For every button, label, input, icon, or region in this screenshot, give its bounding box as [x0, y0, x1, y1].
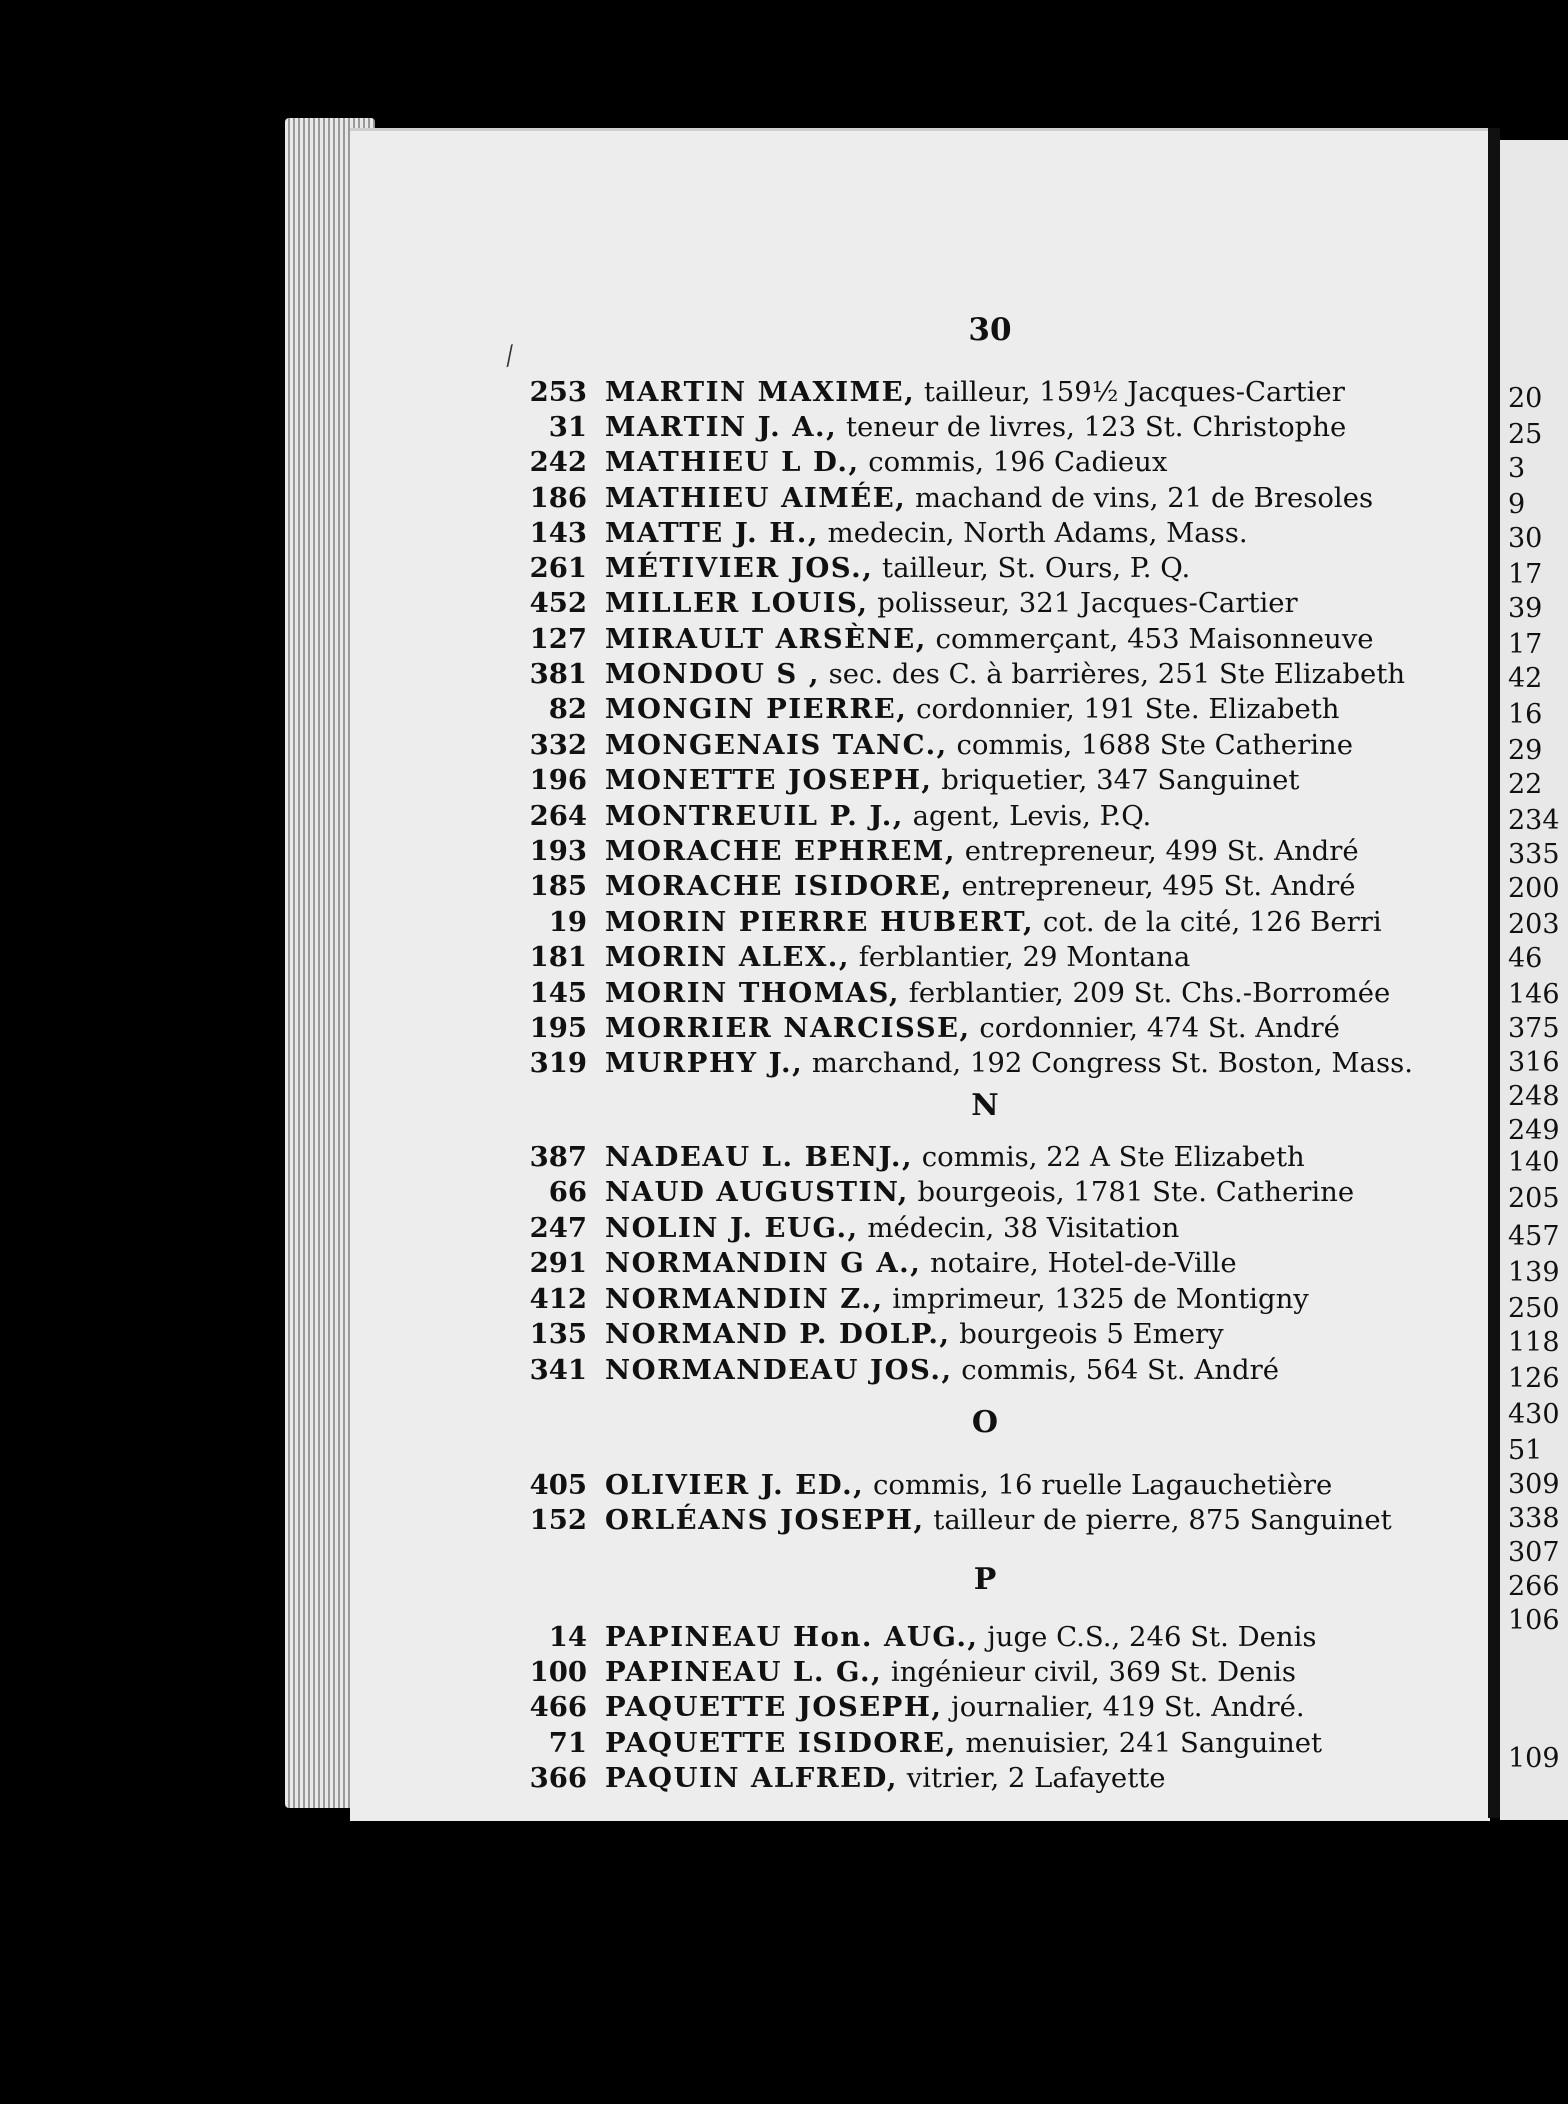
entry-number: 261 [529, 552, 587, 584]
entry-number: 412 [529, 1283, 587, 1315]
facing-page-number: 316 [1508, 1047, 1560, 1078]
entry-name: MORIN THOMAS, [605, 977, 900, 1009]
entry-name: PAQUETTE ISIDORE, [605, 1727, 957, 1759]
entry-number: 193 [529, 835, 587, 867]
entry-name: MORACHE EPHREM, [605, 835, 956, 867]
entry-description: briquetier, 347 Sanguinet [932, 764, 1300, 796]
facing-page-number: 20 [1508, 383, 1543, 414]
entry-description: cot. de la cité, 126 Berri [1034, 906, 1382, 938]
facing-page-number: 17 [1508, 559, 1543, 590]
facing-page-number: 457 [1508, 1221, 1560, 1252]
facing-page-number: 307 [1508, 1537, 1560, 1568]
entry-description: tailleur de pierre, 875 Sanguinet [924, 1504, 1392, 1536]
facing-page-number: 126 [1508, 1363, 1560, 1394]
entry-description: ferblantier, 209 St. Chs.-Borromée [899, 977, 1391, 1009]
entry-name: NORMANDIN Z., [605, 1283, 884, 1315]
entry-description: entrepreneur, 495 St. André [952, 870, 1356, 902]
entry-description: medecin, North Adams, Mass. [818, 517, 1248, 549]
entry-number: 291 [529, 1247, 587, 1279]
entry-number: 405 [529, 1469, 587, 1501]
facing-page-number: 200 [1508, 873, 1560, 904]
facing-page-number: 338 [1508, 1503, 1560, 1534]
entry-name: NADEAU L. BENJ., [605, 1141, 914, 1173]
entry-number: 143 [529, 517, 587, 549]
entry-name: MÉTIVIER JOS., [605, 552, 874, 584]
entry-number: 185 [529, 870, 587, 902]
facing-page-number: 42 [1508, 663, 1543, 694]
entry-description: vitrier, 2 Lafayette [897, 1762, 1166, 1794]
directory-entry [515, 1140, 1305, 1174]
entry-description: commerçant, 453 Maisonneuve [926, 623, 1374, 655]
entry-name: MILLER LOUIS, [605, 587, 869, 619]
entry-description: bourgeois 5 Emery [950, 1318, 1224, 1350]
facing-page-number: 205 [1508, 1183, 1560, 1214]
entry-number: 242 [529, 446, 587, 478]
entry-number: 247 [529, 1212, 587, 1244]
directory-entry [515, 1046, 1413, 1080]
facing-page-number: 39 [1508, 593, 1543, 624]
entry-name: MORIN PIERRE HUBERT, [605, 906, 1035, 938]
entry-number: 181 [529, 941, 587, 973]
directory-entry [515, 622, 1374, 656]
facing-page-number: 140 [1508, 1147, 1560, 1178]
entry-description: commis, 16 ruelle Lagauchetière [864, 1469, 1333, 1501]
facing-page-number: 118 [1508, 1327, 1560, 1358]
entry-description: marchand, 192 Congress St. Boston, Mass. [803, 1047, 1413, 1079]
entry-number: 381 [529, 658, 587, 690]
entry-description: commis, 564 St. André [952, 1354, 1280, 1386]
entry-description: médecin, 38 Visitation [858, 1212, 1180, 1244]
directory-entry [515, 586, 1298, 620]
directory-entry [515, 869, 1356, 903]
facing-page-number: 3 [1508, 453, 1526, 484]
directory-entry [515, 1690, 1305, 1724]
entry-name: MONGENAIS TANC., [605, 729, 948, 761]
directory-entry [515, 1353, 1279, 1387]
entry-number: 152 [529, 1504, 587, 1536]
entry-description: agent, Levis, P.Q. [903, 800, 1152, 832]
directory-entry [515, 1655, 1296, 1689]
entry-description: ferblantier, 29 Montana [849, 941, 1191, 973]
entry-number: 31 [548, 411, 587, 443]
section-letter: P [973, 1562, 997, 1597]
facing-page-number: 22 [1508, 769, 1543, 800]
directory-entry [515, 481, 1373, 515]
entry-name: PAPINEAU L. G., [605, 1656, 883, 1688]
entry-description: commis, 196 Cadieux [859, 446, 1168, 478]
facing-page-number: 248 [1508, 1081, 1560, 1112]
entry-name: MORIN ALEX., [605, 941, 850, 973]
entry-number: 127 [529, 623, 587, 655]
entry-number: 145 [529, 977, 587, 1009]
directory-entry [515, 1503, 1392, 1537]
page-number: 30 [968, 312, 1012, 348]
directory-entry [515, 1761, 1166, 1795]
directory-entry [515, 410, 1346, 444]
directory-entry [515, 657, 1405, 691]
entry-description: menuisier, 241 Sanguinet [956, 1727, 1323, 1759]
directory-entry [515, 551, 1190, 585]
directory-entry [515, 940, 1190, 974]
directory-entry [515, 763, 1299, 797]
entry-description: teneur de livres, 123 St. Christophe [837, 411, 1347, 443]
entry-description: tailleur, St. Ours, P. Q. [873, 552, 1191, 584]
entry-number: 66 [548, 1176, 587, 1208]
directory-entry [515, 1282, 1309, 1316]
entry-name: MONGIN PIERRE, [605, 693, 908, 725]
facing-page-number: 309 [1508, 1469, 1560, 1500]
entry-name: MARTIN MAXIME, [605, 376, 916, 408]
section-letter: O [971, 1405, 999, 1440]
entry-description: tailleur, 159½ Jacques-Cartier [915, 376, 1345, 408]
facing-page-number: 430 [1508, 1399, 1560, 1430]
section-letter: N [971, 1088, 999, 1123]
facing-page-number: 250 [1508, 1293, 1560, 1324]
facing-page-number: 30 [1508, 523, 1543, 554]
pencil-mark: ⁄ [503, 342, 518, 372]
entry-description: cordonnier, 191 Ste. Elizabeth [907, 693, 1340, 725]
entry-name: MONDOU S , [605, 658, 820, 690]
entry-description: commis, 1688 Ste Catherine [947, 729, 1354, 761]
entry-number: 387 [529, 1141, 587, 1173]
directory-entry [515, 976, 1390, 1010]
entry-name: NAUD AUGUSTIN, [605, 1176, 909, 1208]
directory-entry [515, 834, 1359, 868]
entry-number: 341 [529, 1354, 587, 1386]
facing-page-number: 17 [1508, 629, 1543, 660]
entry-number: 100 [529, 1656, 587, 1688]
entry-number: 319 [529, 1047, 587, 1079]
entry-name: ORLÉANS JOSEPH, [605, 1504, 925, 1536]
entry-name: NOLIN J. EUG., [605, 1212, 859, 1244]
entry-name: MIRAULT ARSÈNE, [605, 623, 927, 655]
entry-name: PAQUIN ALFRED, [605, 1762, 898, 1794]
directory-entry [515, 375, 1345, 409]
entry-name: MURPHY J., [605, 1047, 804, 1079]
facing-page-number: 46 [1508, 943, 1543, 974]
entry-number: 195 [529, 1012, 587, 1044]
facing-page-number: 106 [1508, 1605, 1560, 1636]
facing-page-number: 203 [1508, 909, 1560, 940]
directory-entry [515, 1211, 1179, 1245]
entry-number: 19 [548, 906, 587, 938]
facing-page-number: 25 [1508, 419, 1543, 450]
entry-description: bourgeois, 1781 Ste. Catherine [908, 1176, 1355, 1208]
entry-name: PAPINEAU Hon. AUG., [605, 1621, 979, 1653]
directory-entry [515, 1468, 1332, 1502]
entry-name: NORMAND P. DOLP., [605, 1318, 951, 1350]
facing-page-number: 16 [1508, 699, 1543, 730]
facing-page-number: 109 [1508, 1743, 1560, 1774]
entry-name: MORACHE ISIDORE, [605, 870, 953, 902]
entry-number: 466 [529, 1691, 587, 1723]
entry-name: MATHIEU L D., [605, 446, 860, 478]
entry-number: 82 [548, 693, 587, 725]
entry-number: 332 [529, 729, 587, 761]
entry-number: 366 [529, 1762, 587, 1794]
entry-number: 196 [529, 764, 587, 796]
book-gutter [1488, 128, 1500, 1818]
directory-entry [515, 728, 1353, 762]
entry-name: MATTE J. H., [605, 517, 819, 549]
facing-page-number: 139 [1508, 1257, 1560, 1288]
facing-page-number: 146 [1508, 979, 1560, 1010]
entry-name: MATHIEU AIMÉE, [605, 482, 907, 514]
directory-entry [515, 1175, 1354, 1209]
directory-entry [515, 1620, 1317, 1654]
entry-name: NORMANDEAU JOS., [605, 1354, 953, 1386]
directory-entry [515, 799, 1151, 833]
entry-name: PAQUETTE JOSEPH, [605, 1691, 943, 1723]
entry-number: 452 [529, 587, 587, 619]
entry-name: NORMANDIN G A., [605, 1247, 922, 1279]
entry-name: MONTREUIL P. J., [605, 800, 904, 832]
directory-entry [515, 1317, 1224, 1351]
facing-page-number: 266 [1508, 1571, 1560, 1602]
entry-description: sec. des C. à barrières, 251 Ste Elizabeth [819, 658, 1406, 690]
entry-number: 135 [529, 1318, 587, 1350]
entry-description: notaire, Hotel-de-Ville [921, 1247, 1237, 1279]
facing-page-number: 29 [1508, 735, 1543, 766]
facing-page-number: 234 [1508, 805, 1560, 836]
directory-entry [515, 905, 1382, 939]
entry-number: 14 [548, 1621, 587, 1653]
directory-entry [515, 445, 1167, 479]
entry-name: MORRIER NARCISSE, [605, 1012, 971, 1044]
directory-entry [515, 516, 1248, 550]
entry-name: MONETTE JOSEPH, [605, 764, 933, 796]
entry-number: 186 [529, 482, 587, 514]
directory-entry [515, 692, 1340, 726]
entry-number: 264 [529, 800, 587, 832]
directory-entry [515, 1246, 1237, 1280]
entry-name: OLIVIER J. ED., [605, 1469, 865, 1501]
entry-description: ingénieur civil, 369 St. Denis [882, 1656, 1297, 1688]
entry-description: juge C.S., 246 St. Denis [978, 1621, 1317, 1653]
entry-description: polisseur, 321 Jacques-Cartier [868, 587, 1298, 619]
facing-page-number: 335 [1508, 839, 1560, 870]
facing-page-number: 249 [1508, 1115, 1560, 1146]
entry-description: cordonnier, 474 St. André [970, 1012, 1340, 1044]
entry-description: journalier, 419 St. André. [942, 1691, 1305, 1723]
directory-entry [515, 1726, 1322, 1760]
facing-page-number: 9 [1508, 489, 1526, 520]
directory-entry [515, 1011, 1340, 1045]
entry-number: 71 [548, 1727, 587, 1759]
facing-page-number: 375 [1508, 1013, 1560, 1044]
entry-description: machand de vins, 21 de Bresoles [906, 482, 1374, 514]
entry-description: entrepreneur, 499 St. André [955, 835, 1359, 867]
entry-name: MARTIN J. A., [605, 411, 838, 443]
entry-description: imprimeur, 1325 de Montigny [883, 1283, 1309, 1315]
entry-description: commis, 22 A Ste Elizabeth [913, 1141, 1305, 1173]
entry-number: 253 [529, 376, 587, 408]
facing-page-number: 51 [1508, 1435, 1543, 1466]
